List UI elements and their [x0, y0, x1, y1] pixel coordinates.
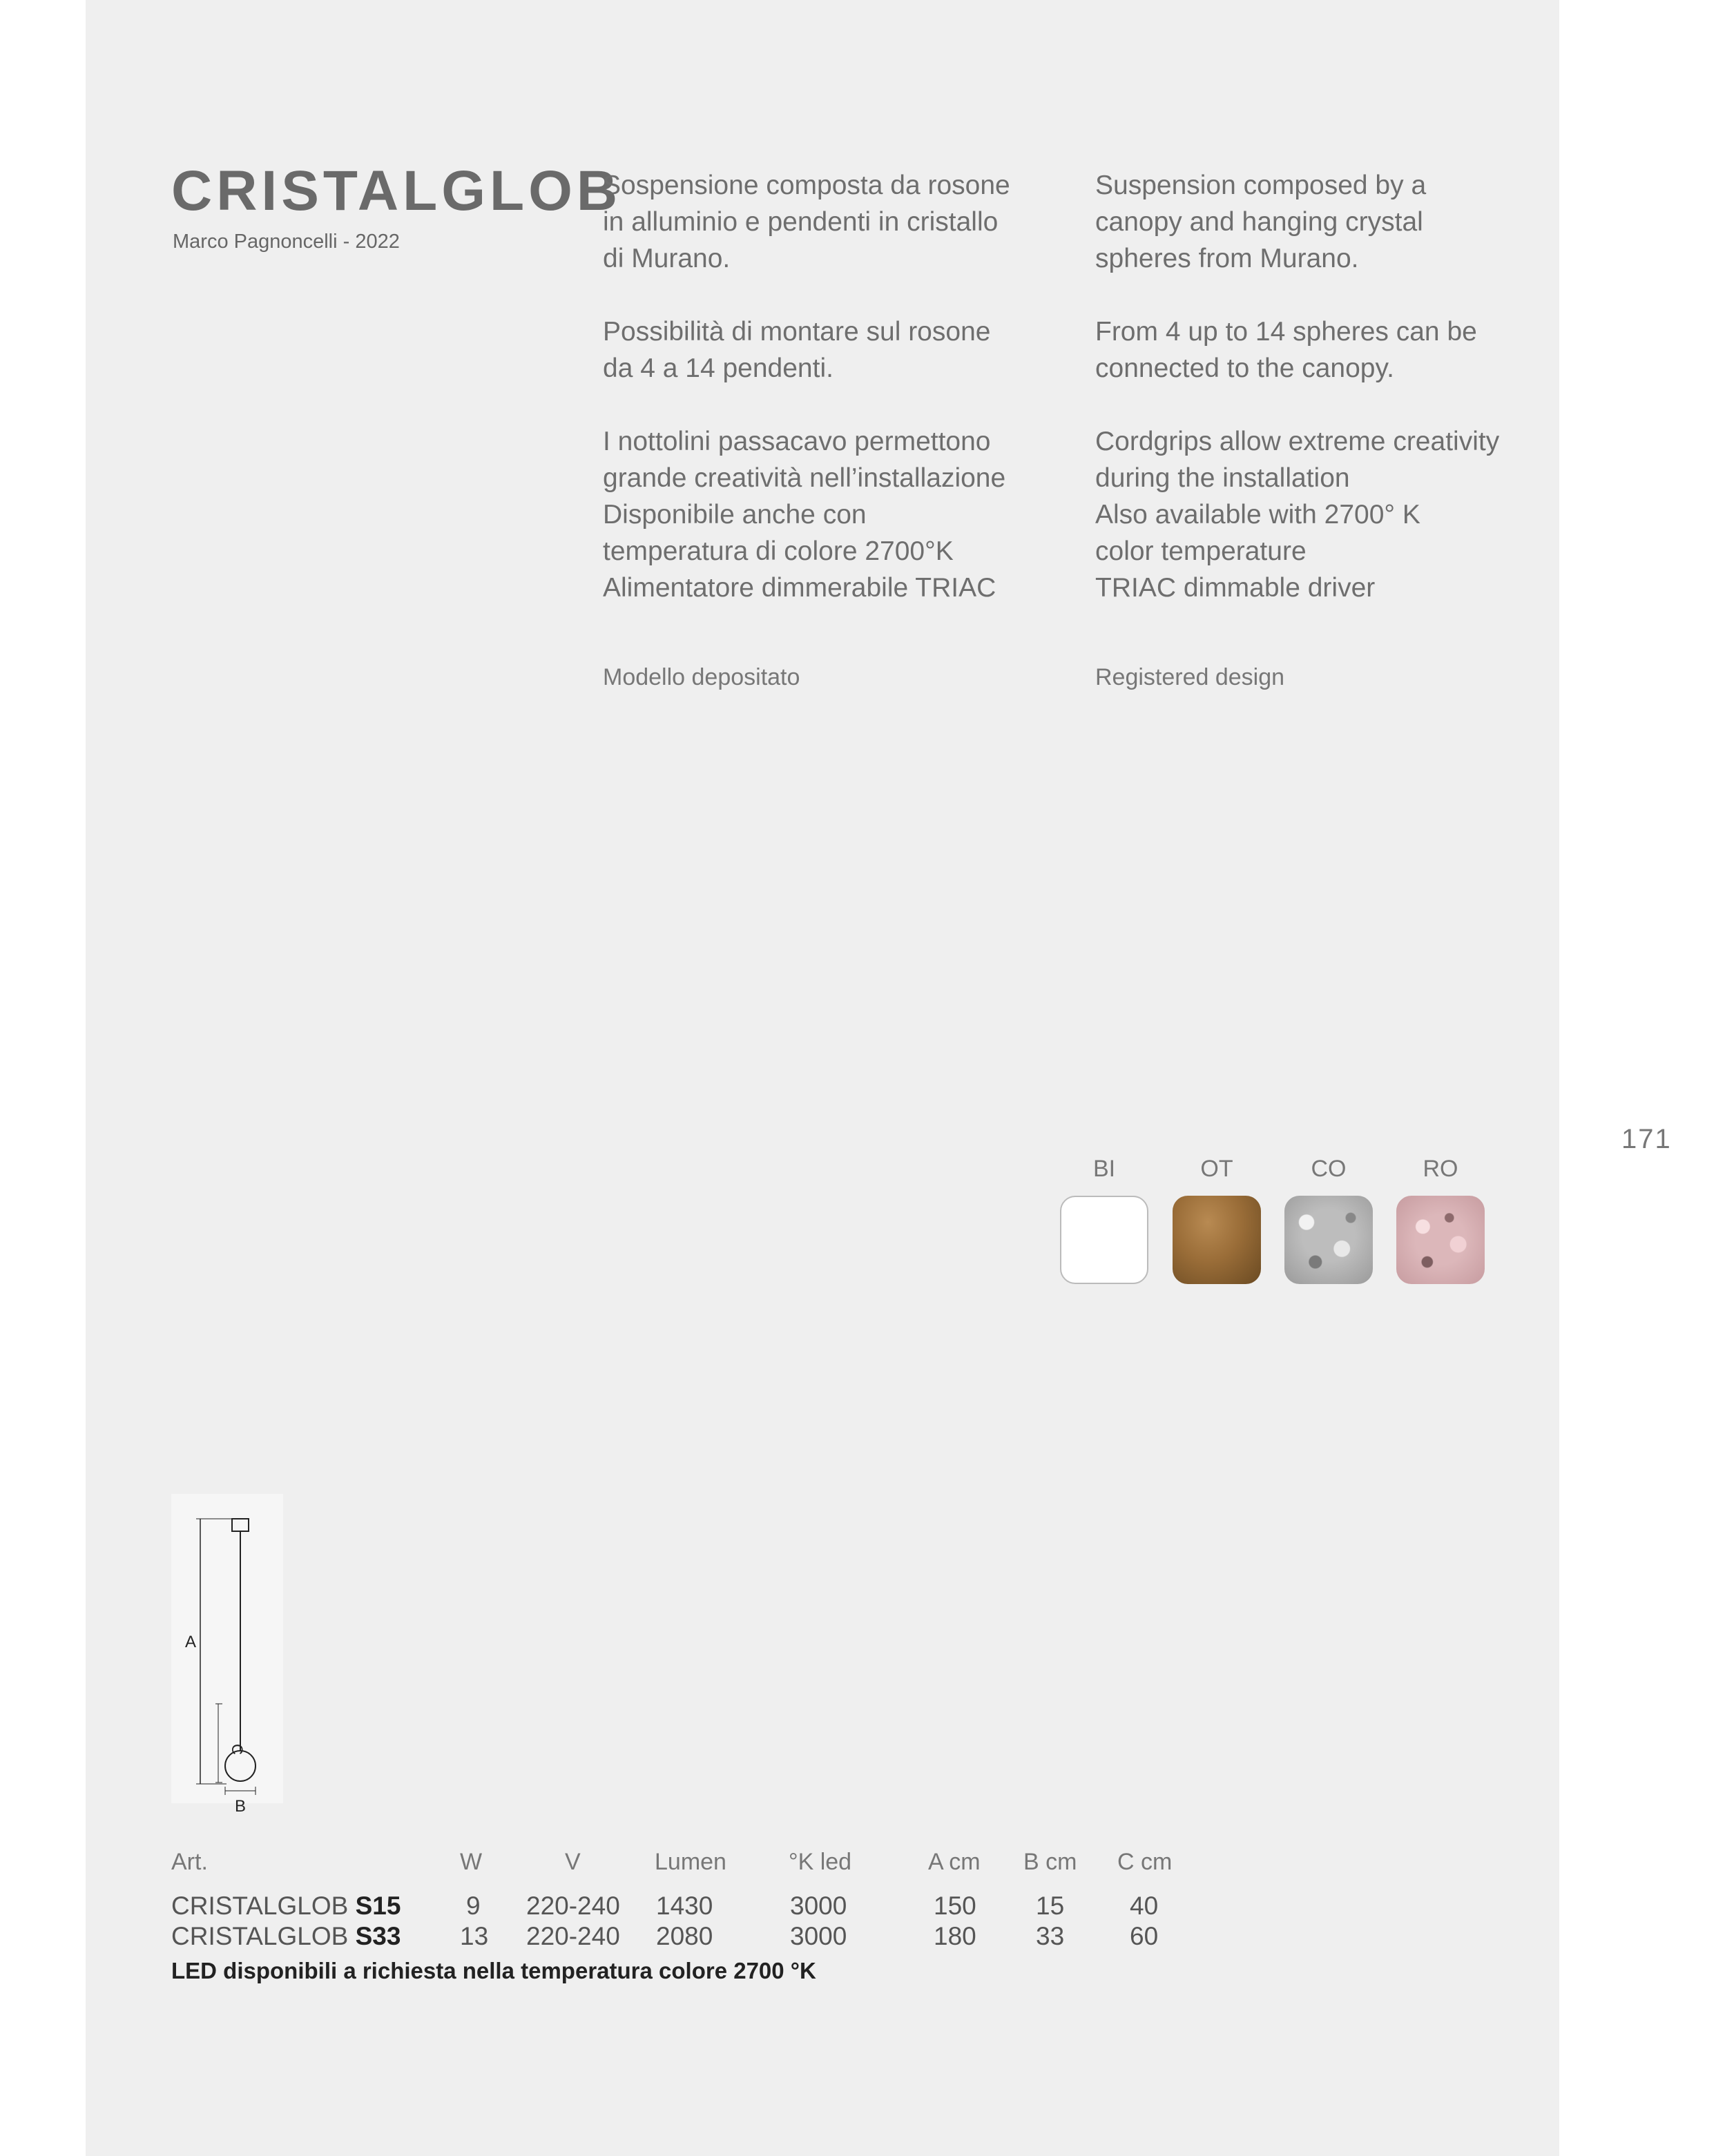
finish-swatch-pink — [1396, 1196, 1485, 1284]
text-line: Also available with 2700° K — [1095, 500, 1420, 530]
text-line: Cordgrips allow extreme creativity — [1095, 427, 1500, 456]
table-cell-w: 9 — [466, 1892, 481, 1920]
text-line: I nottolini passacavo permettono — [603, 427, 991, 456]
text-line: Sospensione composta da rosone — [603, 171, 1010, 200]
table-cell-b: 15 — [1036, 1892, 1065, 1920]
text-line: Suspension composed by a — [1095, 171, 1427, 200]
finish-swatch-white — [1060, 1196, 1148, 1284]
column-header-k: °K led — [789, 1849, 852, 1875]
table-cell-v: 220-240 — [526, 1922, 620, 1950]
table-cell-v: 220-240 — [526, 1892, 620, 1920]
text-line: spheres from Murano. — [1095, 244, 1359, 273]
column-header-b: B cm — [1023, 1849, 1077, 1875]
lamp-drawing — [171, 1494, 283, 1816]
registered-note-en: Registered design — [1095, 664, 1285, 690]
finish-swatch-crystal — [1284, 1196, 1373, 1284]
text-line: color temperature — [1095, 536, 1307, 566]
text-line: da 4 a 14 pendenti. — [603, 353, 833, 383]
page-number: 171 — [1621, 1124, 1672, 1154]
dimension-label-b: B — [235, 1797, 247, 1816]
text-line: di Murano. — [603, 244, 731, 273]
product-title: CRISTALGLOB — [171, 159, 622, 222]
column-header-a: A cm — [928, 1849, 981, 1875]
table-cell-c: 40 — [1130, 1892, 1159, 1920]
text-line: Possibilità di montare sul rosone — [603, 317, 991, 347]
table-cell-a: 150 — [934, 1892, 976, 1920]
column-header-c: C cm — [1117, 1849, 1173, 1875]
text-line: From 4 up to 14 spheres can be — [1095, 317, 1477, 347]
dimension-label-c: C — [229, 1744, 246, 1755]
finish-swatch-bronze — [1173, 1196, 1261, 1284]
table-cell-b: 33 — [1036, 1922, 1065, 1950]
text-line: in alluminio e pendenti in cristallo — [603, 207, 999, 237]
text-line: during the installation — [1095, 463, 1350, 493]
italian-description — [603, 167, 1010, 606]
table-cell-c: 60 — [1130, 1922, 1159, 1950]
finish-label-bi: BI — [1092, 1156, 1116, 1182]
table-cell-art: CRISTALGLOB S33 — [171, 1922, 401, 1950]
finish-label-co: CO — [1311, 1156, 1347, 1182]
finish-label-ro: RO — [1423, 1156, 1458, 1182]
text-line: temperatura di colore 2700°K — [603, 536, 954, 566]
table-cell-lumen: 2080 — [656, 1922, 713, 1950]
english-description — [1095, 167, 1499, 606]
table-cell-k: 3000 — [790, 1922, 847, 1950]
table-cell-a: 180 — [934, 1922, 976, 1950]
column-header-lumen: Lumen — [655, 1849, 726, 1875]
led-footnote: LED disponibili a richiesta nella temperatura colore 2700 °K — [171, 1958, 816, 1983]
table-cell-k: 3000 — [790, 1892, 847, 1920]
column-header-art: Art. — [171, 1849, 208, 1875]
dimension-label-a: A — [185, 1633, 197, 1651]
text-line: connected to the canopy. — [1095, 353, 1394, 383]
registered-note-it: Modello depositato — [603, 664, 800, 690]
text-line: canopy and hanging crystal — [1095, 207, 1423, 237]
table-cell-art: CRISTALGLOB S15 — [171, 1892, 401, 1920]
designer-credit: Marco Pagnoncelli - 2022 — [173, 231, 400, 253]
text-line: grande creatività nell’installazione — [603, 463, 1006, 493]
text-line: Disponibile anche con — [603, 500, 867, 530]
finish-label-ot: OT — [1200, 1156, 1233, 1182]
table-cell-w: 13 — [460, 1922, 489, 1950]
column-header-w: W — [460, 1849, 483, 1875]
column-header-v: V — [565, 1849, 581, 1875]
text-line: TRIAC dimmable driver — [1095, 573, 1376, 603]
text-line: Alimentatore dimmerabile TRIAC — [603, 573, 996, 603]
dimension-diagram — [171, 1494, 283, 1816]
table-cell-lumen: 1430 — [656, 1892, 713, 1920]
